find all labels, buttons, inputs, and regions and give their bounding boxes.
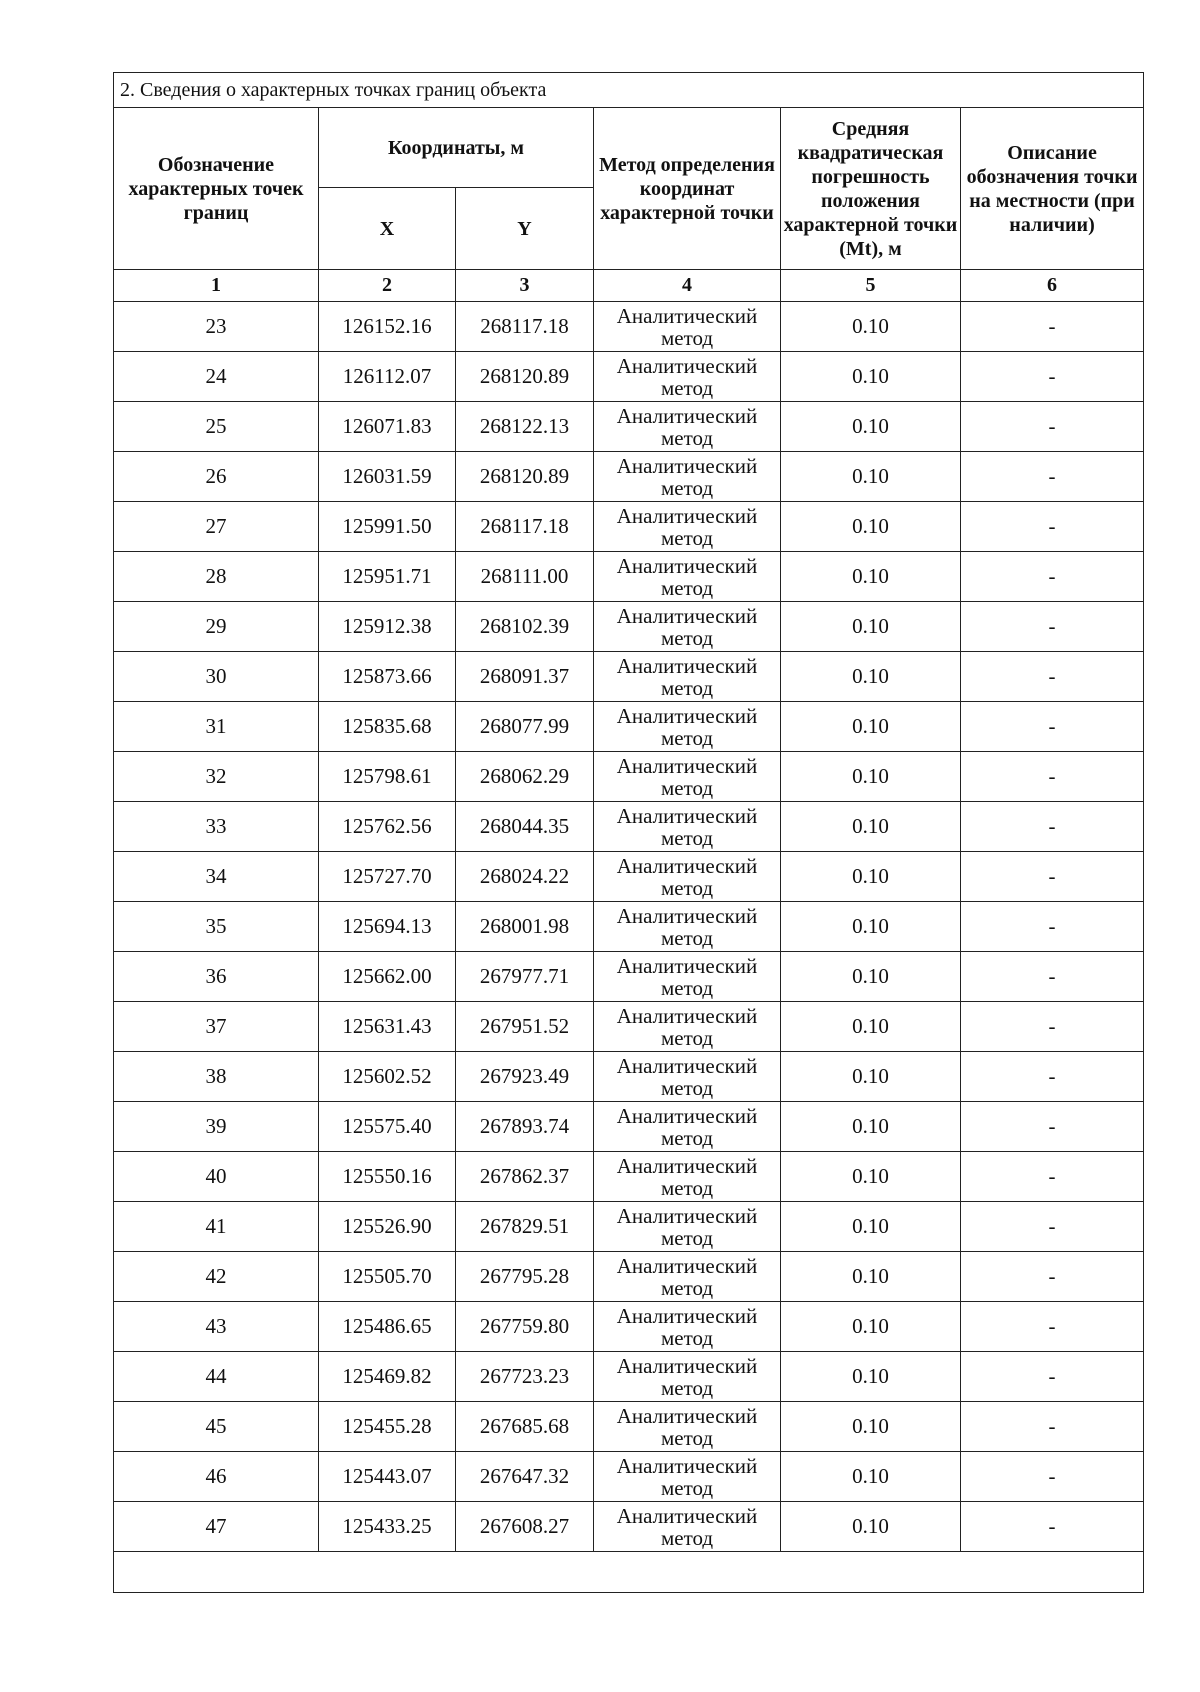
- column-number: 3: [456, 270, 594, 302]
- method-text: Аналитический: [616, 1303, 758, 1328]
- accuracy-cell: 0.10: [781, 1502, 961, 1552]
- method-cell: [594, 1302, 781, 1352]
- point-number-cell: 44: [114, 1352, 319, 1402]
- table-row: [114, 402, 1144, 452]
- method-text: метод: [660, 675, 714, 700]
- description-cell: -: [961, 902, 1144, 952]
- description-cell: -: [961, 652, 1144, 702]
- method-cell: [594, 652, 781, 702]
- header-x: X: [319, 188, 456, 270]
- method-text: Аналитический: [616, 853, 758, 878]
- method-text: Аналитический: [616, 1053, 758, 1078]
- x-coordinate-cell: 125433.25: [319, 1502, 456, 1552]
- table-row: [114, 602, 1144, 652]
- method-text: метод: [660, 425, 714, 450]
- table-row: [114, 1452, 1144, 1502]
- description-cell: -: [961, 1452, 1144, 1502]
- table-row: [114, 1002, 1144, 1052]
- method-cell: [594, 1052, 781, 1102]
- accuracy-cell: 0.10: [781, 952, 961, 1002]
- method-text: Аналитический: [616, 503, 758, 528]
- table-row: [114, 1402, 1144, 1452]
- method-text: Аналитический: [616, 1153, 758, 1178]
- table-row: [114, 1252, 1144, 1302]
- y-coordinate-cell: 268091.37: [456, 652, 594, 702]
- x-coordinate-cell: 125873.66: [319, 652, 456, 702]
- method-text: Аналитический: [616, 1203, 758, 1228]
- x-coordinate-cell: 125443.07: [319, 1452, 456, 1502]
- description-cell: -: [961, 552, 1144, 602]
- header-point-designation: Обозначение характерных точек границ: [114, 108, 319, 270]
- method-cell: [594, 1452, 781, 1502]
- header-y: Y: [456, 188, 594, 270]
- point-number-cell: 24: [114, 352, 319, 402]
- method-cell: [594, 802, 781, 852]
- point-number-cell: 47: [114, 1502, 319, 1552]
- method-text: Аналитический: [616, 1403, 758, 1428]
- method-text: метод: [660, 975, 714, 1000]
- method-text: Аналитический: [616, 553, 758, 578]
- accuracy-cell: 0.10: [781, 402, 961, 452]
- x-coordinate-cell: 125835.68: [319, 702, 456, 752]
- description-cell: -: [961, 402, 1144, 452]
- method-text: Аналитический: [616, 1103, 758, 1128]
- column-number: 6: [961, 270, 1144, 302]
- empty-footer-cell: [114, 1552, 1144, 1593]
- accuracy-cell: 0.10: [781, 602, 961, 652]
- point-number-cell: 27: [114, 502, 319, 552]
- method-cell: [594, 1252, 781, 1302]
- x-coordinate-cell: 125631.43: [319, 1002, 456, 1052]
- x-coordinate-cell: 126112.07: [319, 352, 456, 402]
- point-number-cell: 45: [114, 1402, 319, 1452]
- y-coordinate-cell: 268062.29: [456, 752, 594, 802]
- column-number: 2: [319, 270, 456, 302]
- x-coordinate-cell: 125727.70: [319, 852, 456, 902]
- point-number-cell: 38: [114, 1052, 319, 1102]
- y-coordinate-cell: 267923.49: [456, 1052, 594, 1102]
- table-row: [114, 1352, 1144, 1402]
- method-text: метод: [660, 1125, 714, 1150]
- accuracy-cell: 0.10: [781, 1052, 961, 1102]
- method-text: метод: [660, 475, 714, 500]
- description-cell: -: [961, 802, 1144, 852]
- x-coordinate-cell: 125550.16: [319, 1152, 456, 1202]
- method-text: Аналитический: [616, 603, 758, 628]
- point-number-cell: 26: [114, 452, 319, 502]
- point-number-cell: 28: [114, 552, 319, 602]
- method-cell: [594, 1152, 781, 1202]
- method-text: метод: [660, 1275, 714, 1300]
- x-coordinate-cell: 125662.00: [319, 952, 456, 1002]
- description-cell: -: [961, 452, 1144, 502]
- header-method: Метод определения координат характерной точки: [594, 108, 781, 270]
- y-coordinate-cell: 267862.37: [456, 1152, 594, 1202]
- column-number: 1: [114, 270, 319, 302]
- table-row: [114, 352, 1144, 402]
- table-row: [114, 852, 1144, 902]
- y-coordinate-cell: 268102.39: [456, 602, 594, 652]
- description-cell: -: [961, 1102, 1144, 1152]
- y-coordinate-cell: 268111.00: [456, 552, 594, 602]
- table-row: [114, 702, 1144, 752]
- method-cell: [594, 1402, 781, 1452]
- point-number-cell: 46: [114, 1452, 319, 1502]
- point-number-cell: 29: [114, 602, 319, 652]
- method-text: метод: [660, 1475, 714, 1500]
- x-coordinate-cell: 126152.16: [319, 302, 456, 352]
- point-number-cell: 33: [114, 802, 319, 852]
- y-coordinate-cell: 267685.68: [456, 1402, 594, 1452]
- header-accuracy: Средняя квадратическая погрешность положения характерной точки (Mt), м: [781, 108, 961, 270]
- accuracy-cell: 0.10: [781, 902, 961, 952]
- accuracy-cell: 0.10: [781, 1252, 961, 1302]
- method-text: метод: [660, 775, 714, 800]
- accuracy-cell: 0.10: [781, 1402, 961, 1452]
- y-coordinate-cell: 268001.98: [456, 902, 594, 952]
- point-number-cell: 32: [114, 752, 319, 802]
- x-coordinate-cell: 126071.83: [319, 402, 456, 452]
- table-row: [114, 652, 1144, 702]
- table-row: [114, 802, 1144, 852]
- y-coordinate-cell: 267977.71: [456, 952, 594, 1002]
- accuracy-cell: 0.10: [781, 1152, 961, 1202]
- accuracy-cell: 0.10: [781, 1352, 961, 1402]
- y-coordinate-cell: 268117.18: [456, 502, 594, 552]
- method-cell: [594, 352, 781, 402]
- accuracy-cell: 0.10: [781, 552, 961, 602]
- y-coordinate-cell: 267795.28: [456, 1252, 594, 1302]
- method-cell: [594, 402, 781, 452]
- point-number-cell: 30: [114, 652, 319, 702]
- table-row: [114, 452, 1144, 502]
- table-row: [114, 1152, 1144, 1202]
- method-text: Аналитический: [616, 953, 758, 978]
- method-text: Аналитический: [616, 903, 758, 928]
- point-number-cell: 40: [114, 1152, 319, 1202]
- x-coordinate-cell: 125455.28: [319, 1402, 456, 1452]
- y-coordinate-cell: 267647.32: [456, 1452, 594, 1502]
- description-cell: -: [961, 1152, 1144, 1202]
- table-row: [114, 952, 1144, 1002]
- method-text: метод: [660, 375, 714, 400]
- method-cell: [594, 1102, 781, 1152]
- y-coordinate-cell: 268122.13: [456, 402, 594, 452]
- x-coordinate-cell: 125991.50: [319, 502, 456, 552]
- method-text: метод: [660, 725, 714, 750]
- x-coordinate-cell: 125798.61: [319, 752, 456, 802]
- x-coordinate-cell: 125951.71: [319, 552, 456, 602]
- boundary-points-table: [113, 72, 1144, 1593]
- method-text: метод: [660, 525, 714, 550]
- point-number-cell: 39: [114, 1102, 319, 1152]
- description-cell: -: [961, 352, 1144, 402]
- method-cell: [594, 1352, 781, 1402]
- description-cell: -: [961, 1302, 1144, 1352]
- accuracy-cell: 0.10: [781, 702, 961, 752]
- table-row: [114, 302, 1144, 352]
- y-coordinate-cell: 267608.27: [456, 1502, 594, 1552]
- header-description: Описание обозначения точки на местности (при наличии): [961, 108, 1144, 270]
- table-row: [114, 752, 1144, 802]
- x-coordinate-cell: 125762.56: [319, 802, 456, 852]
- y-coordinate-cell: 268077.99: [456, 702, 594, 752]
- description-cell: -: [961, 702, 1144, 752]
- method-text: Аналитический: [616, 803, 758, 828]
- header-coordinates: Координаты, м: [319, 108, 594, 188]
- accuracy-cell: 0.10: [781, 852, 961, 902]
- method-text: метод: [660, 1325, 714, 1350]
- point-number-cell: 37: [114, 1002, 319, 1052]
- point-number-cell: 41: [114, 1202, 319, 1252]
- method-cell: [594, 552, 781, 602]
- y-coordinate-cell: 267723.23: [456, 1352, 594, 1402]
- column-number: 4: [594, 270, 781, 302]
- x-coordinate-cell: 125526.90: [319, 1202, 456, 1252]
- y-coordinate-cell: 267893.74: [456, 1102, 594, 1152]
- x-coordinate-cell: 125575.40: [319, 1102, 456, 1152]
- description-cell: -: [961, 1002, 1144, 1052]
- accuracy-cell: 0.10: [781, 1202, 961, 1252]
- method-text: метод: [660, 1425, 714, 1450]
- method-text: метод: [660, 625, 714, 650]
- description-cell: -: [961, 1202, 1144, 1252]
- method-text: Аналитический: [616, 1003, 758, 1028]
- method-text: метод: [660, 925, 714, 950]
- method-cell: [594, 752, 781, 802]
- method-cell: [594, 952, 781, 1002]
- table-caption: 2. Сведения о характерных точках границ объекта: [114, 73, 1144, 108]
- description-cell: -: [961, 1352, 1144, 1402]
- table-row: [114, 1302, 1144, 1352]
- point-number-cell: 36: [114, 952, 319, 1002]
- method-cell: [594, 1002, 781, 1052]
- y-coordinate-cell: 267759.80: [456, 1302, 594, 1352]
- accuracy-cell: 0.10: [781, 1302, 961, 1352]
- y-coordinate-cell: 268120.89: [456, 452, 594, 502]
- x-coordinate-cell: 125505.70: [319, 1252, 456, 1302]
- x-coordinate-cell: 125602.52: [319, 1052, 456, 1102]
- point-number-cell: 34: [114, 852, 319, 902]
- x-coordinate-cell: 126031.59: [319, 452, 456, 502]
- table-row: [114, 1102, 1144, 1152]
- document-page: [113, 72, 1143, 1593]
- method-text: Аналитический: [616, 653, 758, 678]
- method-cell: [594, 302, 781, 352]
- point-number-cell: 31: [114, 702, 319, 752]
- method-text: Аналитический: [616, 1353, 758, 1378]
- method-text: метод: [660, 325, 714, 350]
- y-coordinate-cell: 267829.51: [456, 1202, 594, 1252]
- point-number-cell: 35: [114, 902, 319, 952]
- method-text: Аналитический: [616, 1453, 758, 1478]
- point-number-cell: 43: [114, 1302, 319, 1352]
- method-cell: [594, 1502, 781, 1552]
- table-footer-row: [114, 1552, 1144, 1593]
- y-coordinate-cell: 267951.52: [456, 1002, 594, 1052]
- method-text: метод: [660, 1025, 714, 1050]
- accuracy-cell: 0.10: [781, 1002, 961, 1052]
- accuracy-cell: 0.10: [781, 802, 961, 852]
- x-coordinate-cell: 125486.65: [319, 1302, 456, 1352]
- method-cell: [594, 1202, 781, 1252]
- description-cell: -: [961, 1502, 1144, 1552]
- column-number: 5: [781, 270, 961, 302]
- x-coordinate-cell: 125912.38: [319, 602, 456, 652]
- method-text: метод: [660, 1525, 714, 1550]
- method-text: метод: [660, 1375, 714, 1400]
- table-row: [114, 552, 1144, 602]
- y-coordinate-cell: 268024.22: [456, 852, 594, 902]
- x-coordinate-cell: 125469.82: [319, 1352, 456, 1402]
- method-text: Аналитический: [616, 1503, 758, 1528]
- description-cell: -: [961, 752, 1144, 802]
- method-text: метод: [660, 1175, 714, 1200]
- table-row: [114, 1502, 1144, 1552]
- method-text: метод: [660, 1225, 714, 1250]
- method-cell: [594, 602, 781, 652]
- method-text: Аналитический: [616, 453, 758, 478]
- table-body: [114, 302, 1144, 1552]
- table-row: [114, 902, 1144, 952]
- point-number-cell: 25: [114, 402, 319, 452]
- accuracy-cell: 0.10: [781, 652, 961, 702]
- method-text: Аналитический: [616, 753, 758, 778]
- point-number-cell: 23: [114, 302, 319, 352]
- method-text: Аналитический: [616, 1253, 758, 1278]
- y-coordinate-cell: 268044.35: [456, 802, 594, 852]
- method-cell: [594, 502, 781, 552]
- accuracy-cell: 0.10: [781, 752, 961, 802]
- x-coordinate-cell: 125694.13: [319, 902, 456, 952]
- description-cell: -: [961, 1052, 1144, 1102]
- method-cell: [594, 702, 781, 752]
- y-coordinate-cell: 268117.18: [456, 302, 594, 352]
- accuracy-cell: 0.10: [781, 352, 961, 402]
- method-text: Аналитический: [616, 703, 758, 728]
- point-number-cell: 42: [114, 1252, 319, 1302]
- description-cell: -: [961, 302, 1144, 352]
- description-cell: -: [961, 1252, 1144, 1302]
- method-cell: [594, 452, 781, 502]
- method-text: метод: [660, 1075, 714, 1100]
- accuracy-cell: 0.10: [781, 502, 961, 552]
- column-number-row: [114, 270, 1144, 302]
- description-cell: -: [961, 852, 1144, 902]
- description-cell: -: [961, 952, 1144, 1002]
- method-cell: [594, 902, 781, 952]
- accuracy-cell: 0.10: [781, 452, 961, 502]
- method-text: метод: [660, 825, 714, 850]
- method-text: метод: [660, 875, 714, 900]
- method-text: метод: [660, 575, 714, 600]
- table-row: [114, 1202, 1144, 1252]
- method-cell: [594, 852, 781, 902]
- y-coordinate-cell: 268120.89: [456, 352, 594, 402]
- method-text: Аналитический: [616, 353, 758, 378]
- description-cell: -: [961, 602, 1144, 652]
- accuracy-cell: 0.10: [781, 1102, 961, 1152]
- table-row: [114, 1052, 1144, 1102]
- method-text: Аналитический: [616, 303, 758, 328]
- accuracy-cell: 0.10: [781, 302, 961, 352]
- table-row: [114, 502, 1144, 552]
- description-cell: -: [961, 502, 1144, 552]
- description-cell: -: [961, 1402, 1144, 1452]
- accuracy-cell: 0.10: [781, 1452, 961, 1502]
- method-text: Аналитический: [616, 403, 758, 428]
